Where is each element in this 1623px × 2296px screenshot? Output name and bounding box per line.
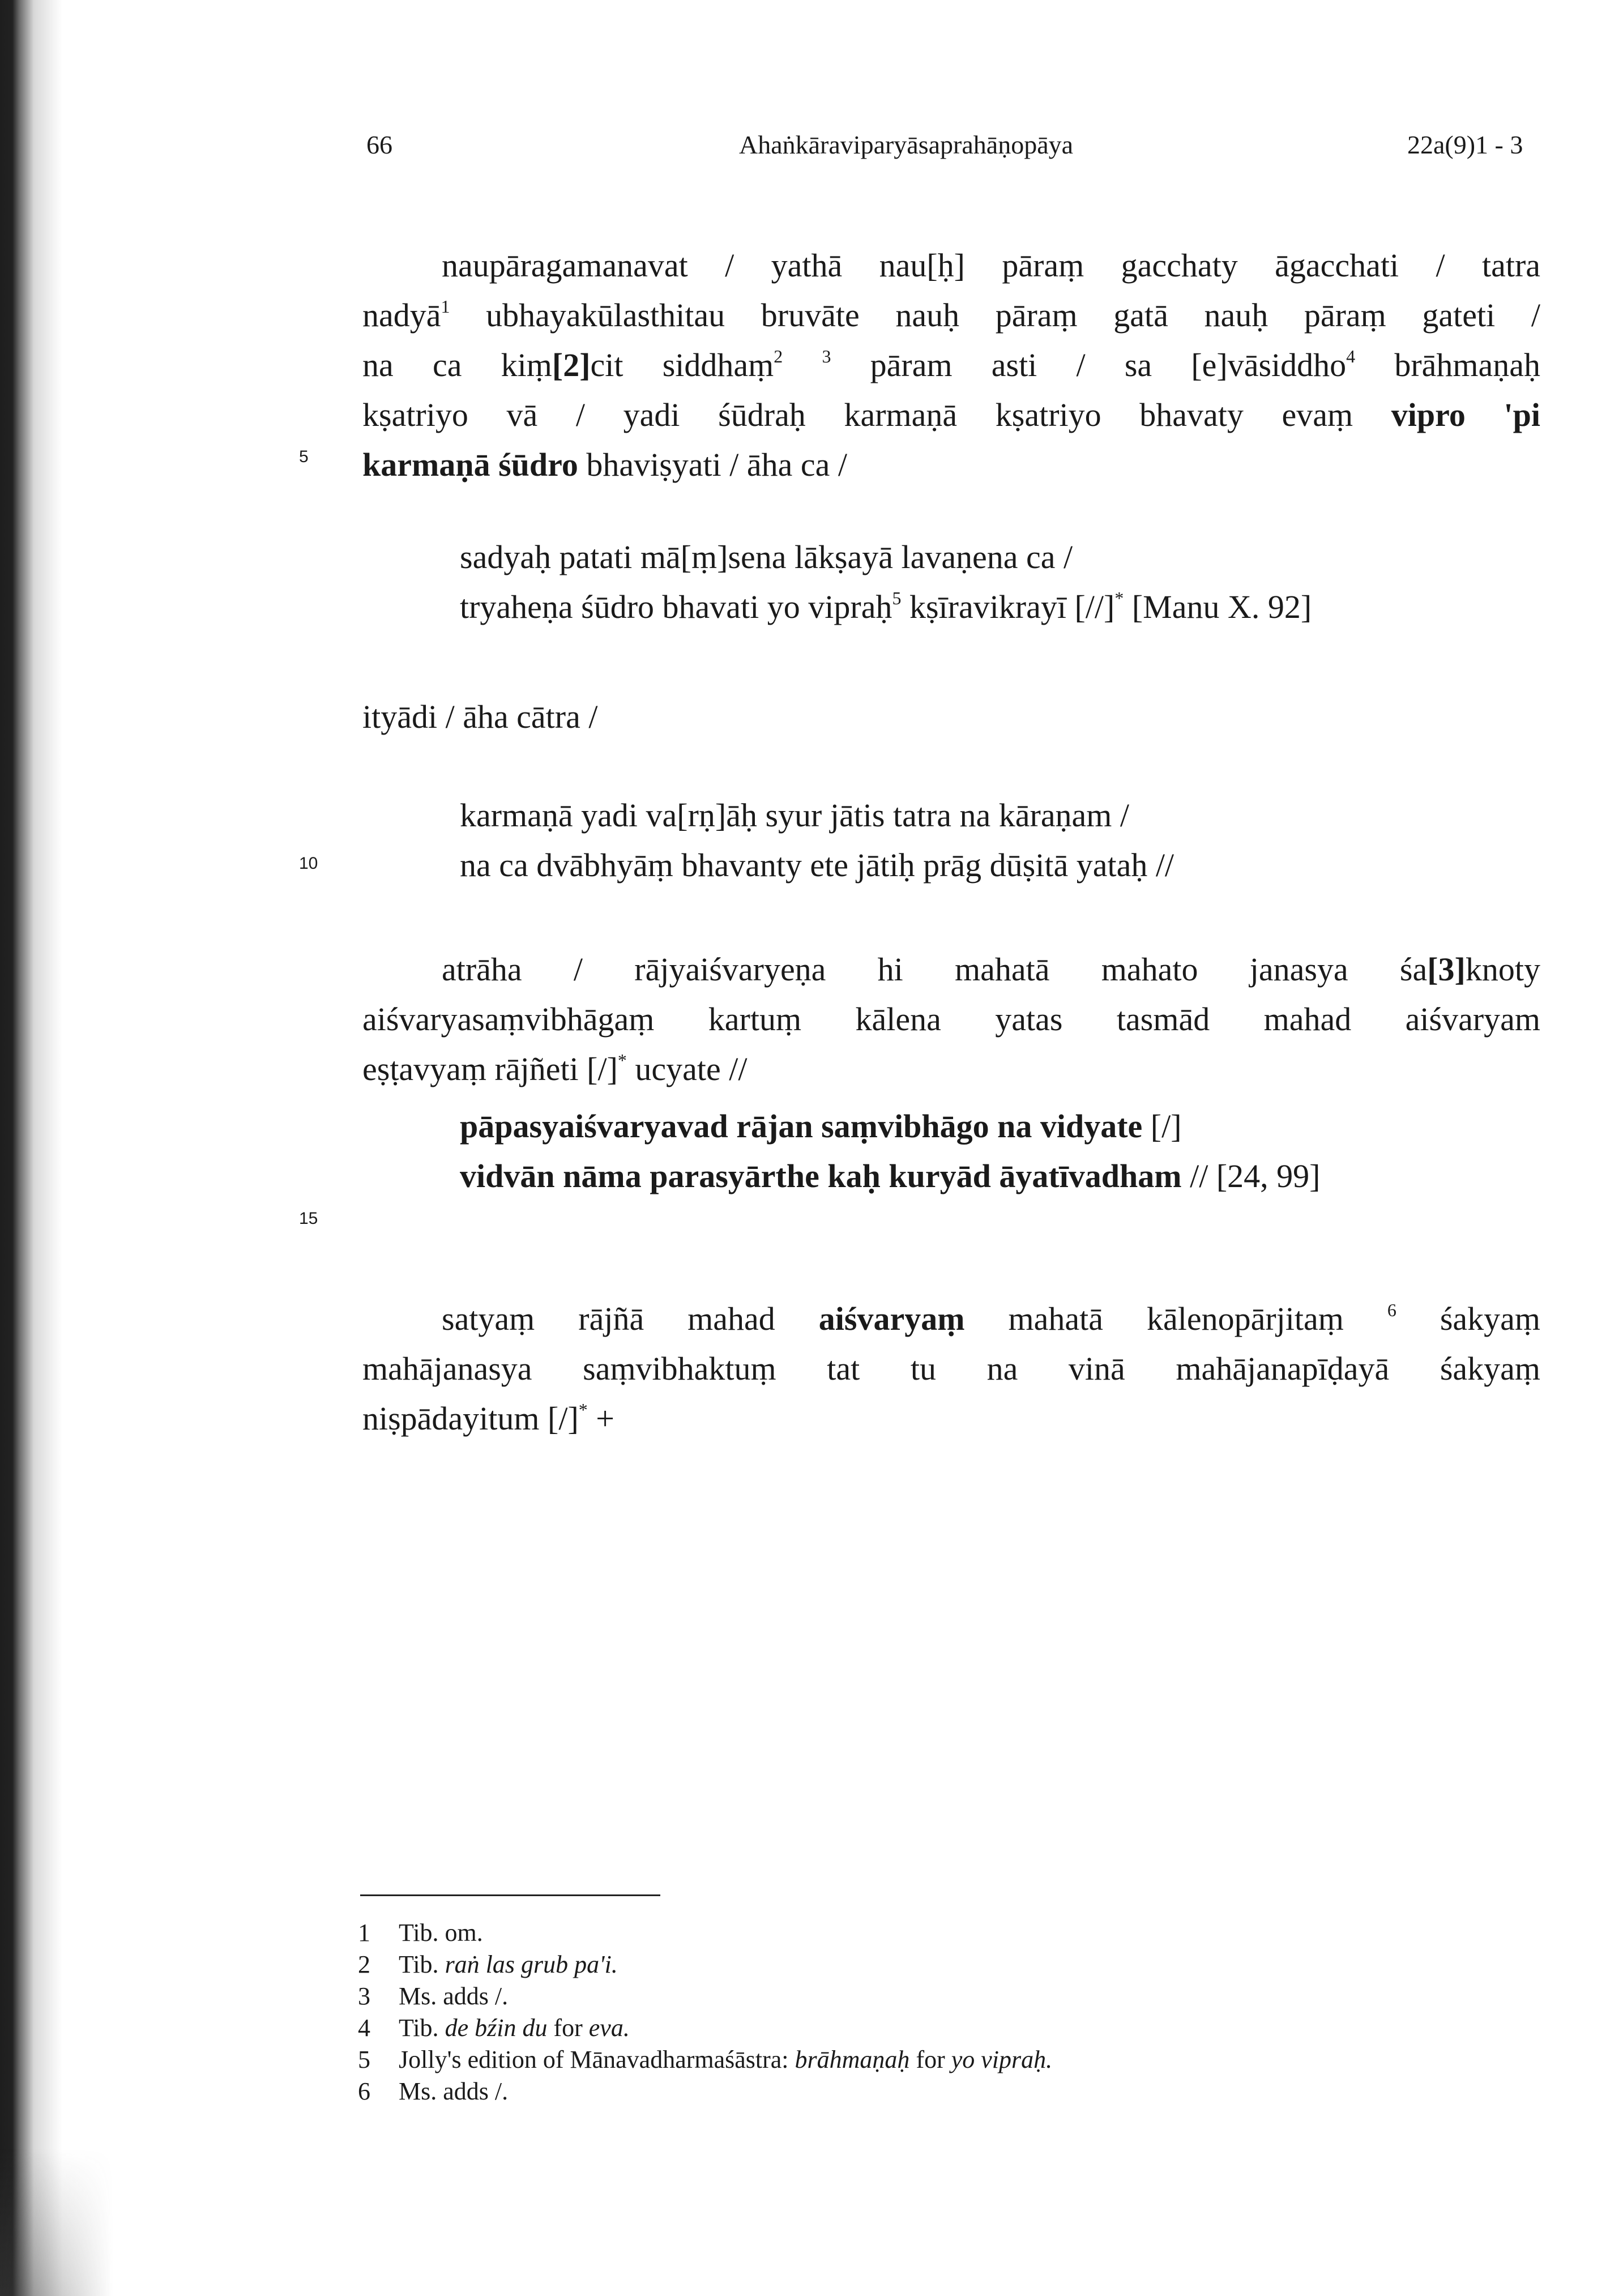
text-line: niṣpādayitum [/]* + bbox=[362, 1399, 614, 1437]
verse-quotation bbox=[460, 791, 1174, 890]
footnote: 1 Tib. om. bbox=[358, 1919, 483, 1947]
line-number: 15 bbox=[299, 1209, 318, 1228]
text-line: satyaṃ rājñā mahad aiśvaryaṃ mahatā kālenopārjitaṃ $^6$ śakyaṃ bbox=[442, 1299, 1540, 1337]
paragraph-3 bbox=[362, 945, 1540, 1094]
footnote-ref: 6 bbox=[1387, 1299, 1396, 1320]
paragraph-4 bbox=[362, 1294, 1540, 1444]
page-number: 66 bbox=[366, 130, 392, 159]
line-number: 10 bbox=[299, 854, 318, 873]
page-edge-shadow bbox=[0, 2149, 113, 2296]
line-number: 5 bbox=[299, 447, 309, 466]
footnotes bbox=[358, 1917, 1052, 2107]
verse-line: sadyaḥ patati mā[ṃ]sena lākṣayā lavaṇena ca / bbox=[460, 539, 1073, 575]
text-line: ityādi / āha cātra / bbox=[362, 698, 598, 735]
footnote-ref: 5 bbox=[892, 587, 902, 608]
footnote: 4 Tib. de bźin du for eva. bbox=[358, 2014, 630, 2042]
verse-line: karmaṇā yadi va[rṇ]āḥ syur jātis tatra na kāraṇam / bbox=[460, 797, 1130, 834]
footnote: 2 Tib. raṅ las grub pa'i. bbox=[358, 1951, 618, 1978]
footnote: 5 Jolly's edition of Mānavadharmaśāstra: brāhmaṇaḥ for yo vipraḥ. bbox=[358, 2046, 1053, 2073]
running-title: Ahaṅkāraviparyāsaprahāṇopāya bbox=[739, 130, 1074, 159]
footnote-ref: 3 bbox=[822, 345, 831, 366]
verse-line: vidvān nāma parasyārthe kaḥ kuryād āyatīvadham // [24, 99] bbox=[460, 1158, 1321, 1194]
text-line: na ca kiṃ[2]cit siddhaṃ$^2$ $^3$ pāram asti / sa [e]vāsiddho$^4$ brāhmaṇaḥ bbox=[362, 345, 1541, 383]
footnote-ref: 2 bbox=[774, 345, 783, 366]
footnote: 6 Ms. adds /. bbox=[358, 2077, 509, 2105]
text-line: atrāha / rājyaiśvaryeṇa hi mahatā mahato janasya śa[3]knoty bbox=[442, 951, 1540, 988]
folio-reference: 22a(9)1 - 3 bbox=[1407, 130, 1523, 159]
text-line: eṣṭavyaṃ rājñeti [/]* ucyate // bbox=[362, 1049, 748, 1087]
text-line: naupāragamanavat / yathā nau[ḥ] pāraṃ gacchaty āgacchati / tatra bbox=[442, 247, 1540, 284]
verse-line: tryaheṇa śūdro bhavati yo vipraḥ$^5$ kṣīravikrayī [//]* [Manu X. 92] bbox=[460, 587, 1312, 625]
verse-quotation bbox=[460, 532, 1312, 632]
paragraph-2 bbox=[362, 692, 1540, 742]
book-spine-shadow bbox=[0, 0, 62, 2296]
text-line: aiśvaryasaṃvibhāgaṃ kartuṃ kālena yatas tasmād mahad aiśvaryam bbox=[362, 1001, 1540, 1038]
verse-line: pāpasyaiśvaryavad rājan saṃvibhāgo na vidyate [/] bbox=[460, 1108, 1182, 1145]
text-line: karmaṇā śūdro bhaviṣyati / āha ca / bbox=[362, 446, 847, 483]
footnote-ref: 4 bbox=[1346, 345, 1356, 366]
text-line: mahājanasya saṃvibhaktuṃ tat tu na vinā mahājanapīḍayā śakyaṃ bbox=[362, 1350, 1540, 1387]
text-line: nadyā$^1$ ubhayakūlasthitau bruvāte nauḥ pāraṃ gatā nauḥ pāraṃ gateti / bbox=[362, 296, 1540, 334]
verse-line: na ca dvābhyāṃ bhavanty ete jātiḥ prāg dūṣitā yataḥ // bbox=[460, 847, 1174, 884]
paragraph-1 bbox=[362, 241, 1540, 490]
footnote-ref: 1 bbox=[441, 296, 450, 317]
footnote-separator bbox=[360, 1894, 660, 1896]
footnote: 3 Ms. adds /. bbox=[358, 1982, 509, 2010]
text-line: kṣatriyo vā / yadi śūdraḥ karmaṇā kṣatriyo bhavaty evaṃ vipro 'pi bbox=[362, 396, 1541, 433]
verse-quotation bbox=[460, 1102, 1320, 1201]
